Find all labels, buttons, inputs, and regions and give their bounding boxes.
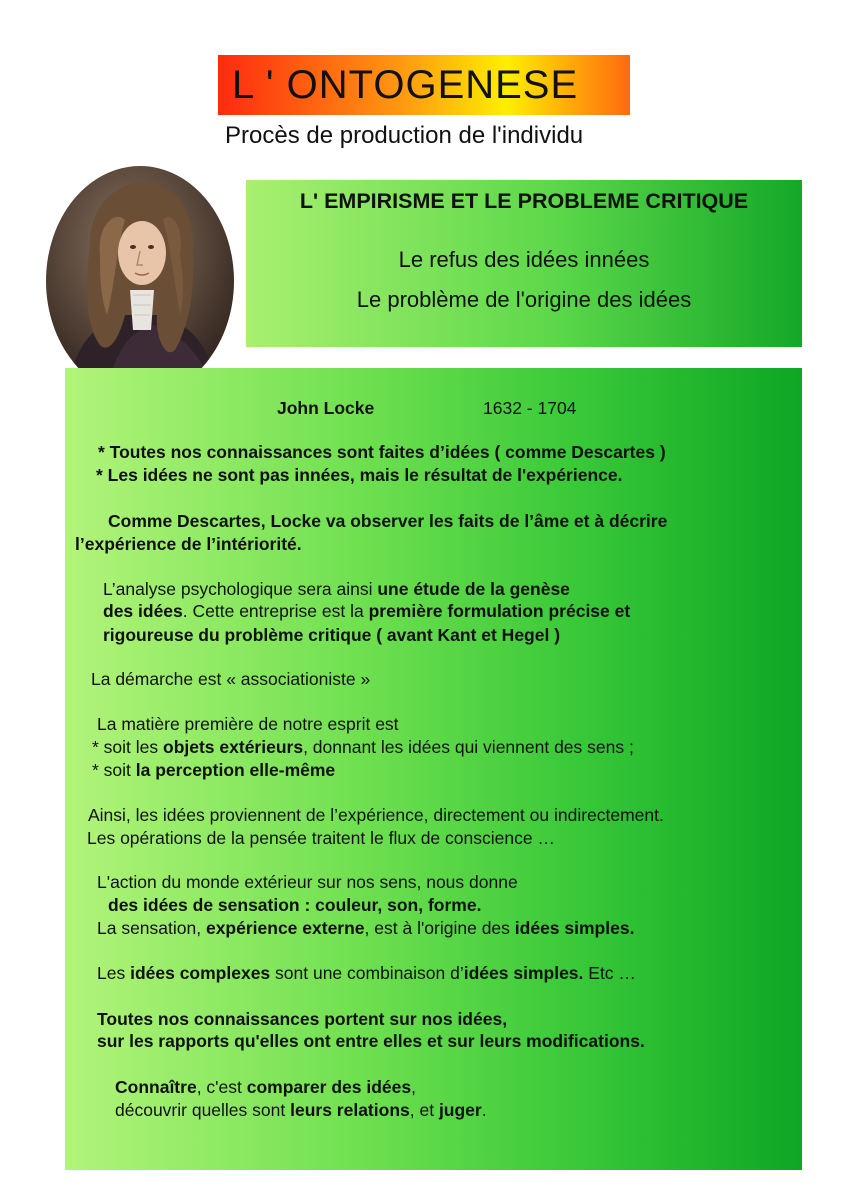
text-span: comparer des idées [246, 1077, 412, 1097]
text-span: des idées [103, 601, 183, 621]
text-span: idées simples. [463, 963, 584, 983]
text-span: une étude de la genèse [377, 579, 570, 599]
page-subtitle: Procès de production de l'individu [225, 122, 584, 149]
text-span: idées simples. [514, 918, 635, 938]
text-line: * Les idées ne sont pas innées, mais le résultat de l'expérience. [96, 465, 623, 485]
text-span: , donnant les idées qui viennent des sens ; [303, 737, 634, 757]
text-span: objets extérieurs [163, 737, 304, 757]
text-span: découvrir quelles sont [115, 1100, 291, 1120]
text-span: * soit [92, 760, 136, 780]
author-dates: 1632 - 1704 [483, 398, 577, 418]
text-span: , et [409, 1100, 439, 1120]
text-line [103, 601, 630, 622]
text-span: leurs relations [290, 1100, 410, 1120]
text-line: sur les rapports qu'elles ont entre elles et sur leurs modifications. [97, 1031, 645, 1051]
title-banner [218, 55, 630, 115]
text-line: La démarche est « associationiste » [91, 669, 371, 689]
text-span: Les [97, 963, 131, 983]
text-span: , c'est [196, 1077, 247, 1097]
header-subtitle-1: Le refus des idées innées [398, 247, 650, 272]
text-span: Etc … [583, 963, 636, 983]
section-heading: L' EMPIRISME ET LE PROBLEME CRITIQUE [299, 189, 749, 213]
text-span: expérience externe [205, 918, 365, 938]
author-name: John Locke [277, 398, 375, 418]
text-span: * soit les [92, 737, 163, 757]
header-subtitle-2: Le problème de l'origine des idées [356, 287, 692, 312]
john-locke-portrait-icon [45, 165, 235, 397]
text-span: juger [438, 1100, 482, 1120]
text-span: sont une combinaison d’ [270, 963, 464, 983]
text-line: Les opérations de la pensée traitent le flux de conscience … [87, 828, 555, 848]
text-line: rigoureuse du problème critique ( avant Kant et Hegel ) [103, 625, 561, 645]
text-line: Ainsi, les idées proviennent de l’expérience, directement ou indirectement. [88, 805, 664, 825]
text-line: L'action du monde extérieur sur nos sens, nous donne [97, 872, 518, 892]
text-line [92, 760, 335, 781]
page-title: L ' ONTOGENESE [232, 62, 579, 107]
text-line: Toutes nos connaissances portent sur nos idées, [97, 1009, 508, 1029]
text-line [97, 918, 634, 939]
text-span: L’analyse psychologique sera ainsi [103, 579, 378, 599]
text-span: . [481, 1100, 487, 1120]
text-line [115, 1077, 416, 1098]
text-line [115, 1100, 487, 1121]
text-span: . Cette entreprise est la [182, 601, 369, 621]
text-span: idées complexes [130, 963, 271, 983]
text-line: Comme Descartes, Locke va observer les faits de l’âme et à décrire [108, 511, 668, 531]
text-line [97, 963, 636, 984]
text-line: l’expérience de l’intériorité. [75, 534, 302, 554]
text-span: La sensation, [97, 918, 206, 938]
text-span: , est à l'origine des [364, 918, 515, 938]
text-span: la perception elle-même [135, 760, 336, 780]
text-line: La matière première de notre esprit est [97, 714, 399, 734]
text-line: * Toutes nos connaissances sont faites d’idées ( comme Descartes ) [98, 442, 666, 462]
text-line: des idées de sensation : couleur, son, forme. [108, 895, 482, 915]
text-span: Connaître [115, 1077, 197, 1097]
text-line [103, 579, 570, 600]
text-span: , [411, 1077, 416, 1097]
text-line [92, 737, 634, 758]
text-span: première formulation précise et [368, 601, 631, 621]
